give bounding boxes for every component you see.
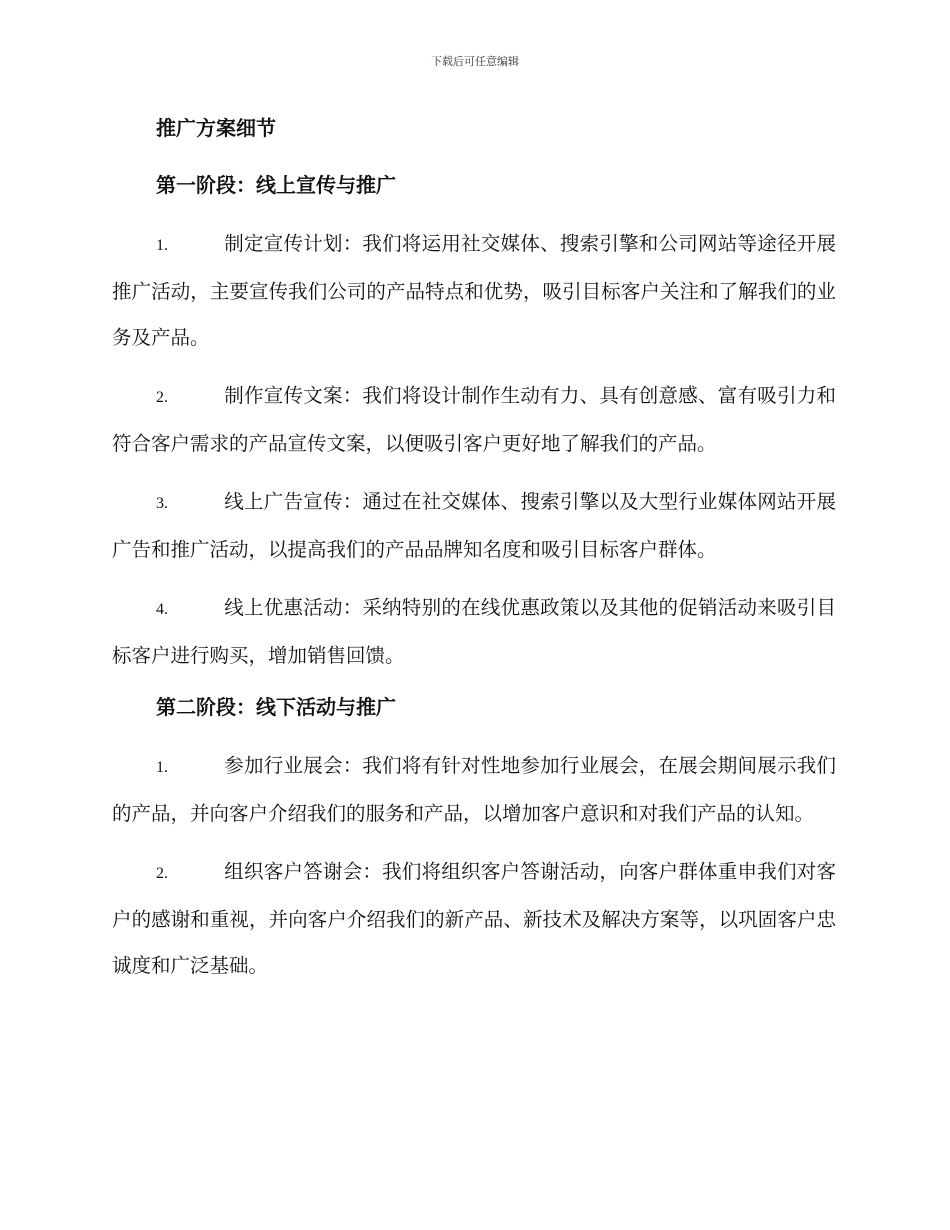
section-offline [112, 691, 836, 989]
item-text: 线上优惠活动：采纳特别的在线优惠政策以及其他的促销活动来吸引目标客户进行购买，增加销售回馈。 [112, 596, 836, 667]
section-title-offline: 第二阶段：线下活动与推广 [156, 695, 396, 719]
item-number: 2. [156, 389, 168, 406]
item-text: 组织客户答谢会：我们将组织客户答谢活动，向客户群体重申我们对客户的感谢和重视，并向客户介绍我们的新产品、新技术及解决方案等，以巩固客户忠诚度和广泛基础。 [112, 860, 836, 977]
list-item [112, 479, 836, 573]
item-number: 3. [156, 495, 168, 512]
section-title-online: 第一阶段：线上宣传与推广 [156, 173, 396, 197]
list-item [112, 221, 836, 361]
item-number: 1. [156, 759, 168, 776]
item-text: 制定宣传计划：我们将运用社交媒体、搜索引擎和公司网站等途径开展推广活动，主要宣传我们公司的产品特点和优势，吸引目标客户关注和了解我们的业务及产品。 [112, 232, 836, 349]
item-number: 1. [156, 237, 168, 254]
list-item [112, 743, 836, 837]
list-item [112, 849, 836, 989]
item-text: 参加行业展会：我们将有针对性地参加行业展会，在展会期间展示我们的产品，并向客户介绍我们的服务和产品，以增加客户意识和对我们产品的认知。 [112, 754, 836, 825]
document-title: 推广方案细节 [156, 116, 276, 140]
page-header: 下载后可任意编辑 [431, 55, 519, 68]
list-item [112, 373, 836, 467]
document-body [112, 112, 836, 1001]
item-number: 2. [156, 865, 168, 882]
list-item [112, 585, 836, 679]
item-number: 4. [156, 601, 168, 618]
item-text: 制作宣传文案：我们将设计制作生动有力、具有创意感、富有吸引力和符合客户需求的产品宣传文案，以便吸引客户更好地了解我们的产品。 [112, 384, 836, 455]
section-online [112, 169, 836, 679]
item-text: 线上广告宣传：通过在社交媒体、搜索引擎以及大型行业媒体网站开展广告和推广活动，以提高我们的产品品牌知名度和吸引目标客户群体。 [112, 490, 836, 561]
